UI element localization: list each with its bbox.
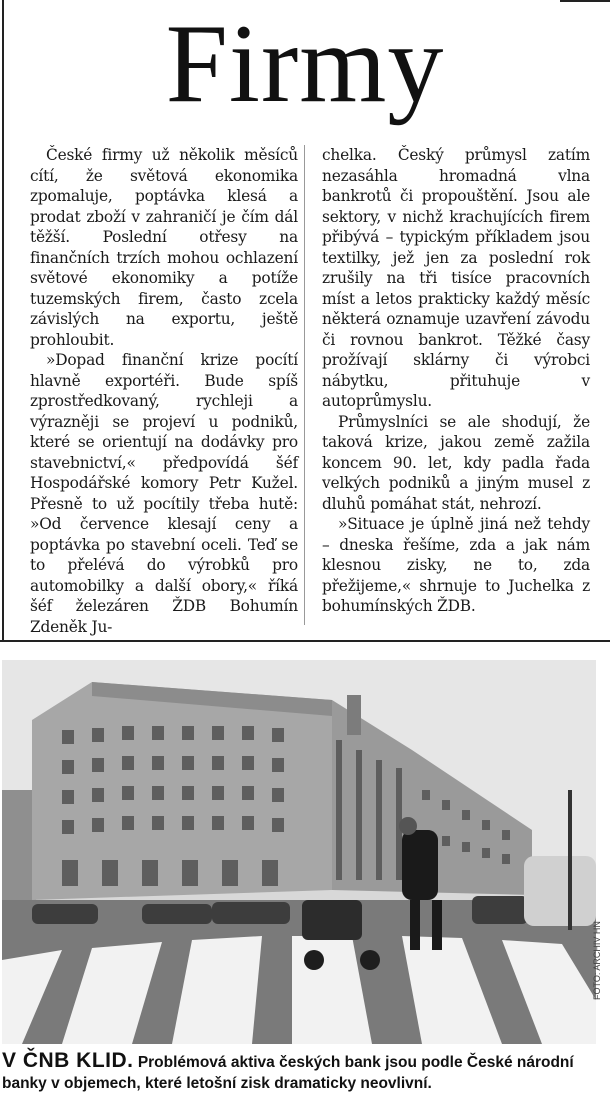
- paragraph: Průmyslníci se ale shodují, že taková krize, jakou země zažila koncem 90. let, kdy padla řada velkých podniků a jiným musel z dluhů pomáhat stát, nehrozí.: [322, 412, 590, 513]
- article-column-2: [322, 145, 590, 625]
- cnb-building-photo: [2, 660, 596, 1044]
- caption-lead: V ČNB KLID.: [2, 1049, 134, 1072]
- caption-text: Problémová aktiva českých bank jsou podle České národní banky v objemech, které letošní zisk dramaticky neovlivní.: [2, 1054, 574, 1092]
- paragraph: České firmy už několik měsíců cítí, že světová ekonomika zpomaluje, poptávka klesá a prodat zboží v zahraničí je čím dál těžší. Poslední otřesy na finančních trzích mohou ochlazení světové ekonomiky a potíže tuzemských firem, často zcela závislých na exportu, ještě prohloubit.: [30, 146, 298, 349]
- article-body: [30, 145, 590, 636]
- paragraph: »Situace je úplně jiná než tehdy – dneska řešíme, zda a jak nám klesnou zisky, ne to, zda přežijeme,« shrnuje to Juchelka z bohumínských ŽDB.: [322, 515, 590, 615]
- top-corner-rule: [560, 0, 610, 2]
- paragraph: chelka. Český průmysl zatím nezasáhla hromadná vlna bankrotů či propouštění. Jsou ale sektory, v nichž krachujících firem přibývá – typickým příkladem jsou textilky, jež jen za poslední rok zrušily na tři tisíce pracovních míst a letos prakticky každý měsíc některá oznamuje uzavření závodu či rovnou bankrot. Těžké časy prožívají sklárny či výrobci nábytku, přituhuje v autoprůmyslu.: [322, 146, 590, 410]
- section-rule: [0, 640, 610, 642]
- paragraph: »Dopad finanční krize pocítí hlavně exportéři. Bude spíš zprostředkovaný, rychleji a výrazněji se projeví u podniků, které se orientují na dodávky pro stavebnictví,« předpovídá šéf Hospodářské komory Petr Kužel. Přesně to už pocítily třeba hutě: »Od července klesají ceny a poptávka po stavební oceli. Teď se to přelévá do výrobků pro automobilky a další obory,« říká šéf železáren ŽDB Bohumín Zdeněk Ju-: [30, 351, 298, 636]
- photo-credit: FOTO: ARCHIV HN: [592, 921, 602, 1000]
- headline: Firmy: [165, 2, 445, 126]
- news-photo: [2, 660, 596, 1044]
- photo-caption: [2, 1050, 602, 1094]
- article-column-1: [30, 145, 298, 636]
